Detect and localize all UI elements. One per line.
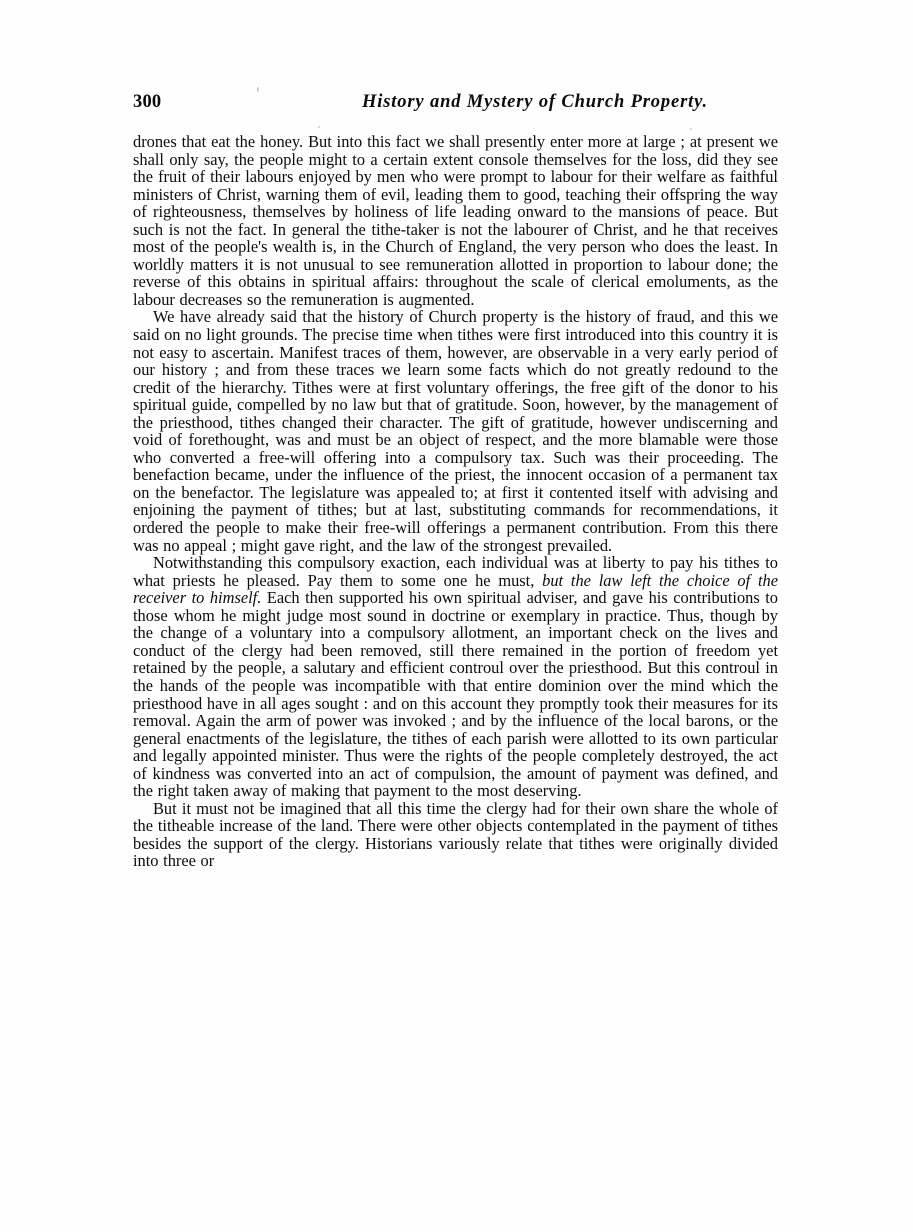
running-head: [133, 92, 778, 116]
paragraph-text: drones that eat the honey. But into this fact we shall presently enter more at large ; at present we shall only say, the people might to a certain extent console themselves for the loss, did they see the fruit of their labours enjoyed by men who were prompt to labour for their welfare as faithful ministers of Christ, warning them of evil, leading them to good, teaching their offspring the way of righteousness, themselves by holiness of life leading onward to the mansions of peace. But such is not the fact. In general the tithe-taker is not the labourer of Christ, and he that receives most of the people's wealth is, in the Church of England, the very person who does the least. In worldly matters it is not unusual to see remuneration allotted in proportion to labour done; the reverse of this obtains in spiritual affairs: throughout the scale of clerical emoluments, as the labour decreases so the remuneration is augmented.: [133, 132, 778, 309]
paragraph-notwithstanding: [133, 554, 778, 800]
paragraph-text-tail: Each then supported his own spiritual adviser, and gave his contributions to those whom he might judge most sound in doctrine or exemplary in practice. Thus, though by the change of a voluntary into a compulsory allotment, an important check on the lives and conduct of the clergy had been removed, still there remained in the portion of freedom yet retained by the people, a salutary and efficient controul over the priesthood. But this controul in the hands of the people was incompatible with that entire dominion over the mind which the priesthood have in all ages sought : and on this account they promptly took their measures for its removal. Again the arm of power was invoked ; and by the influence of the local barons, or the general enactments of the legislature, the tithes of each parish were allotted to its own particular and legally appointed minister. Thus were the rights of the people completely destroyed, the act of kindness was converted into an act of compulsion, the amount of payment was defined, and the right taken away of making that payment to the most deserving.: [133, 588, 778, 801]
paragraph-text-lead: Notwithstanding this compulsory exaction, each individual was at liberty to pay his tithes to what priests he pleased. Pay them to some one he must,: [133, 553, 778, 590]
scan-speck: [690, 128, 692, 130]
text-column: [133, 133, 778, 870]
paragraph-but-it-must-not: [133, 800, 778, 870]
paragraph-we-have-already-said: [133, 308, 778, 554]
page-number: 300: [133, 92, 162, 112]
running-title: History and Mystery of Church Property.: [362, 92, 708, 112]
paragraph-text: We have already said that the history of Church property is the history of fraud, and this we said on no light grounds. The precise time when tithes were first introduced into this country it is not easy to ascertain. Manifest traces of them, however, are observable in a very early period of our history ; and from these traces we learn some facts which do not greatly redound to the credit of the hierarchy. Tithes were at first voluntary offerings, the free gift of the donor to his spiritual guide, compelled by no law but that of gratitude. Soon, however, by the management of the priesthood, tithes changed their character. The gift of gratitude, however undiscerning and void of forethought, was and must be an object of respect, and the more blamable were those who converted a free-will offering into a compulsory tax. Such was their proceeding. The benefaction became, under the influence of the priest, the innocent occasion of a permanent tax on the benefactor. The legislature was appealed to; at first it contented itself with advising and enjoining the payment of tithes; but at last, substituting commands for recommendations, it ordered the people to make their free-will offerings a permanent contribution. From this there was no appeal ; might gave right, and the law of the strongest prevailed.: [133, 307, 778, 555]
emphasised-clause: but the law left the choice of the receiver to himself.: [133, 570, 779, 608]
paragraph-text: But it must not be imagined that all this time the clergy had for their own share the whole of the titheable increase of the land. There were other objects contemplated in the payment of tithes besides the support of the clergy. Historians variously relate that tithes were originally divided into three or: [133, 798, 778, 871]
paragraph-drones: [133, 133, 778, 308]
scan-speck: [318, 126, 320, 128]
